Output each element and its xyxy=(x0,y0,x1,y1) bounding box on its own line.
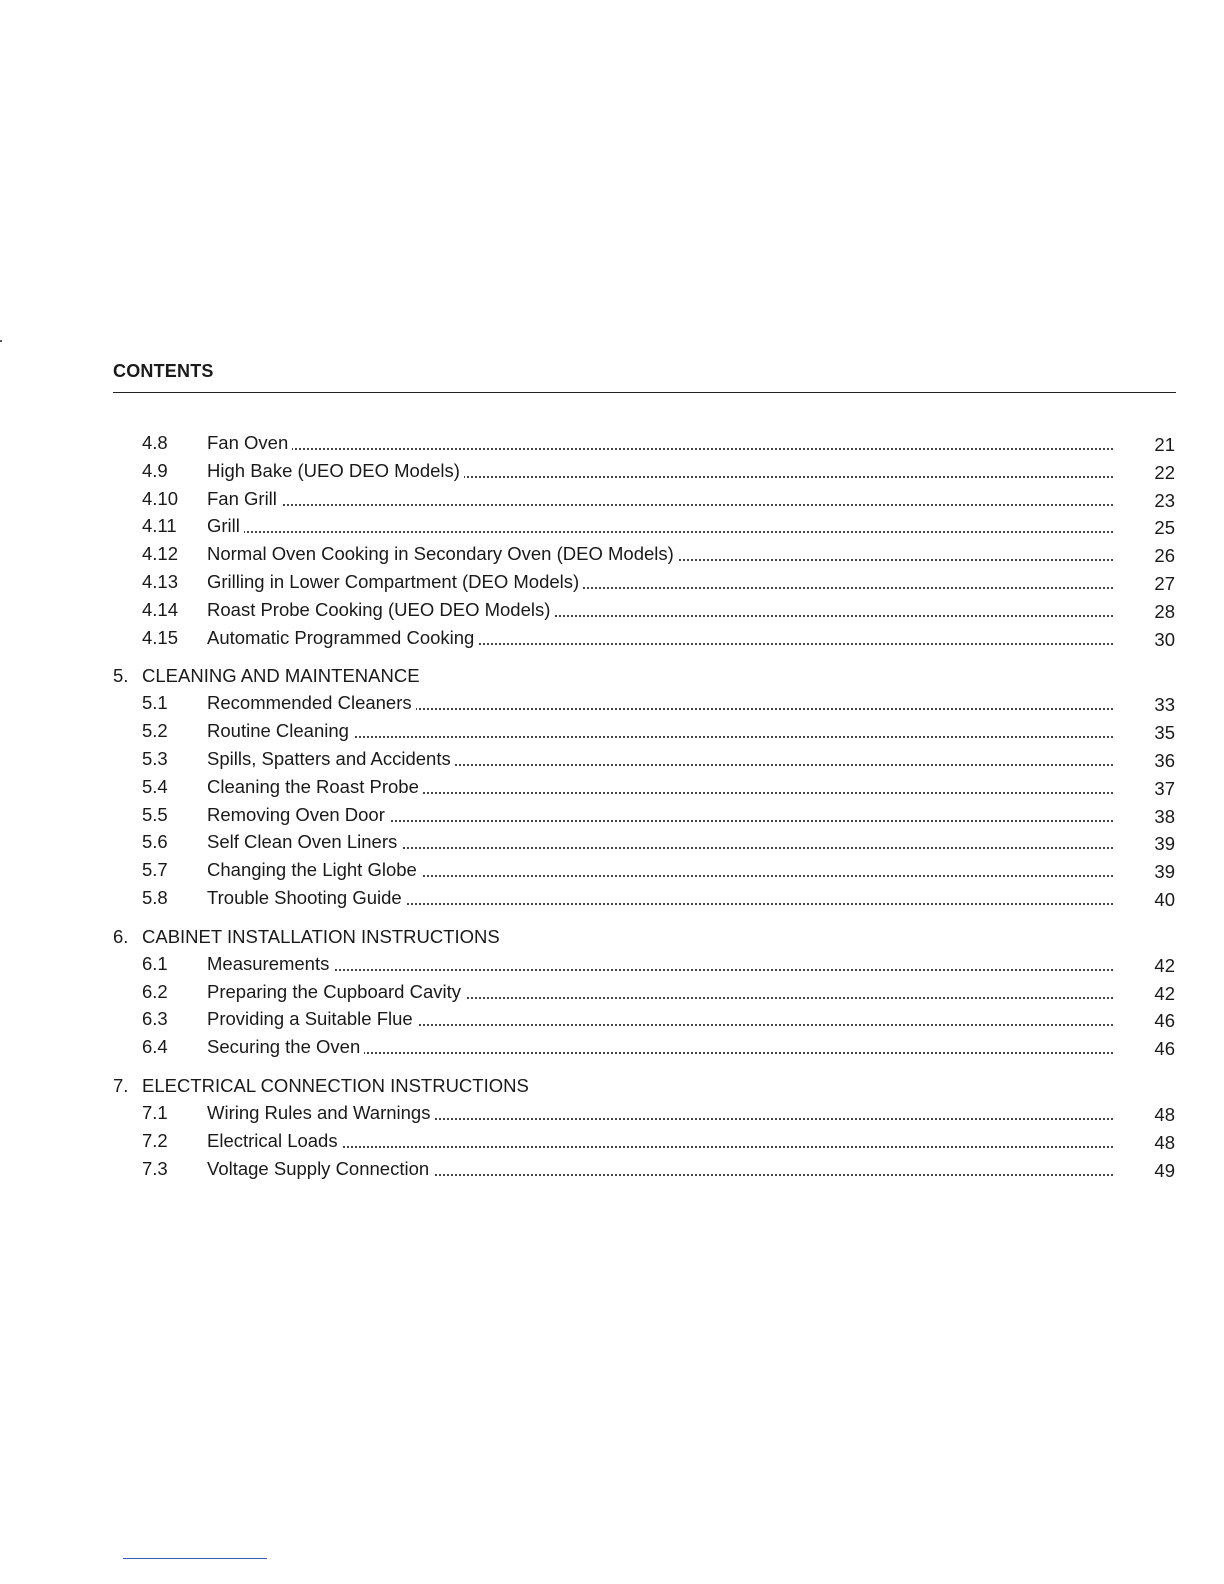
entry-page-number: 33 xyxy=(1154,694,1175,716)
entry-title: Automatic Programmed Cooking xyxy=(207,627,478,648)
entry-number: 4.14 xyxy=(142,598,179,620)
entry-title: Roast Probe Cooking (UEO DEO Models) xyxy=(207,599,554,620)
entry-leader xyxy=(207,485,1113,513)
entry-leader xyxy=(207,773,1113,801)
entry-page-number: 36 xyxy=(1154,749,1175,771)
toc-entry[interactable] xyxy=(0,1033,1224,1061)
entry-number: 5.8 xyxy=(142,886,168,908)
entry-page-number: 40 xyxy=(1154,888,1175,910)
toc-entry[interactable] xyxy=(0,596,1224,624)
entry-leader xyxy=(207,717,1113,745)
entry-title: Electrical Loads xyxy=(207,1130,342,1151)
toc-section-4 xyxy=(0,429,1224,651)
toc-entry[interactable] xyxy=(0,950,1224,978)
chapter-number: 6. xyxy=(113,925,129,947)
toc-entry[interactable] xyxy=(0,512,1224,540)
entry-title: Preparing the Cupboard Cavity xyxy=(207,981,465,1002)
toc-entry[interactable] xyxy=(0,1099,1224,1127)
toc-entry[interactable] xyxy=(0,745,1224,773)
entry-number: 4.10 xyxy=(142,487,179,509)
entry-leader xyxy=(207,884,1113,912)
toc-entry[interactable] xyxy=(0,1005,1224,1033)
entry-leader xyxy=(207,596,1113,624)
toc-section-5 xyxy=(0,663,1224,911)
chapter-title: CLEANING AND MAINTENANCE xyxy=(142,665,420,687)
toc-entry[interactable] xyxy=(0,1155,1224,1183)
entry-leader xyxy=(207,1099,1113,1127)
entry-page-number: 46 xyxy=(1154,1010,1175,1032)
entry-page-number: 39 xyxy=(1154,833,1175,855)
entry-number: 5.3 xyxy=(142,747,168,769)
entry-leader xyxy=(207,1005,1113,1033)
entry-page-number: 30 xyxy=(1154,628,1175,650)
entry-page-number: 23 xyxy=(1154,489,1175,511)
entry-number: 4.12 xyxy=(142,543,179,565)
entry-number: 7.2 xyxy=(142,1129,168,1151)
entry-leader xyxy=(207,457,1113,485)
toc-entry[interactable] xyxy=(0,884,1224,912)
footer-divider xyxy=(123,1558,267,1559)
entry-page-number: 38 xyxy=(1154,805,1175,827)
entry-page-number: 27 xyxy=(1154,572,1175,594)
title-divider xyxy=(113,392,1176,393)
chapter-title: CABINET INSTALLATION INSTRUCTIONS xyxy=(142,925,500,947)
entry-number: 5.7 xyxy=(142,859,168,881)
entry-number: 5.6 xyxy=(142,831,168,853)
toc-section-6 xyxy=(0,924,1224,1061)
entry-title: Routine Cleaning xyxy=(207,720,353,741)
entry-leader xyxy=(207,856,1113,884)
entry-number: 6.3 xyxy=(142,1008,168,1030)
toc-entry[interactable] xyxy=(0,1127,1224,1155)
entry-leader xyxy=(207,540,1113,568)
entry-number: 5.1 xyxy=(142,692,168,714)
entry-page-number: 49 xyxy=(1154,1159,1175,1181)
toc-entry[interactable] xyxy=(0,856,1224,884)
entry-leader xyxy=(207,801,1113,829)
entry-page-number: 46 xyxy=(1154,1038,1175,1060)
toc-entry[interactable] xyxy=(0,773,1224,801)
entry-page-number: 48 xyxy=(1154,1103,1175,1125)
entry-leader xyxy=(207,624,1113,652)
entry-leader xyxy=(207,1155,1113,1183)
entry-leader xyxy=(207,745,1113,773)
chapter-number: 5. xyxy=(113,665,129,687)
entry-number: 4.8 xyxy=(142,432,168,453)
entry-leader xyxy=(207,978,1113,1006)
entry-title: Recommended Cleaners xyxy=(207,692,416,713)
entry-number: 4.11 xyxy=(142,515,177,537)
entry-page-number: 28 xyxy=(1154,600,1175,622)
toc-entry[interactable] xyxy=(0,801,1224,829)
entry-page-number: 37 xyxy=(1154,777,1175,799)
entry-number: 6.2 xyxy=(142,980,168,1002)
entry-leader xyxy=(207,689,1113,717)
entry-number: 6.1 xyxy=(142,952,168,974)
toc-entry[interactable] xyxy=(0,624,1224,652)
entry-number: 5.2 xyxy=(142,720,168,742)
entry-leader xyxy=(207,950,1113,978)
chapter-title: ELECTRICAL CONNECTION INSTRUCTIONS xyxy=(142,1074,529,1096)
entry-title: Wiring Rules and Warnings xyxy=(207,1102,434,1123)
toc-entry[interactable] xyxy=(0,429,1224,457)
entry-title: Removing Oven Door xyxy=(207,804,389,825)
toc-entry[interactable] xyxy=(0,978,1224,1006)
entry-page-number: 22 xyxy=(1154,461,1175,483)
entry-number: 4.13 xyxy=(142,570,179,592)
entry-number: 4.9 xyxy=(142,459,168,481)
table-of-contents xyxy=(0,429,1224,1182)
entry-page-number: 26 xyxy=(1154,545,1175,567)
entry-title: Providing a Suitable Flue xyxy=(207,1008,417,1029)
entry-title: High Bake (UEO DEO Models) xyxy=(207,460,464,481)
toc-entry[interactable] xyxy=(0,485,1224,513)
entry-leader xyxy=(207,1033,1113,1061)
entry-title: Measurements xyxy=(207,953,333,974)
entry-page-number: 42 xyxy=(1154,982,1175,1004)
toc-section-7 xyxy=(0,1073,1224,1182)
toc-entry[interactable] xyxy=(0,568,1224,596)
chapter-heading[interactable] xyxy=(0,924,1224,950)
entry-number: 5.4 xyxy=(142,775,168,797)
entry-title: Grilling in Lower Compartment (DEO Models) xyxy=(207,571,583,592)
entry-title: Normal Oven Cooking in Secondary Oven (DEO Models) xyxy=(207,543,678,564)
toc-entry[interactable] xyxy=(0,689,1224,717)
entry-number: 6.4 xyxy=(142,1036,168,1058)
entry-page-number: 21 xyxy=(1154,434,1175,455)
entry-page-number: 48 xyxy=(1154,1131,1175,1153)
entry-number: 7.1 xyxy=(142,1101,168,1123)
entry-title: Spills, Spatters and Accidents xyxy=(207,748,455,769)
entry-title: Grill xyxy=(207,515,244,536)
entry-leader xyxy=(207,429,1113,457)
entry-title: Self Clean Oven Liners xyxy=(207,831,401,852)
entry-title: Changing the Light Globe xyxy=(207,859,421,880)
entry-page-number: 25 xyxy=(1154,517,1175,539)
chapter-number: 7. xyxy=(113,1074,129,1096)
entry-title: Fan Oven xyxy=(207,432,292,453)
entry-leader xyxy=(207,828,1113,856)
entry-number: 5.5 xyxy=(142,803,168,825)
entry-title: Securing the Oven xyxy=(207,1036,364,1057)
margin-mark xyxy=(0,340,2,342)
toc-entry[interactable] xyxy=(0,540,1224,568)
entry-leader xyxy=(207,512,1113,540)
entry-number: 7.3 xyxy=(142,1157,168,1179)
entry-page-number: 39 xyxy=(1154,861,1175,883)
entry-leader xyxy=(207,568,1113,596)
page-title: CONTENTS xyxy=(113,361,214,381)
chapter-heading[interactable] xyxy=(0,1073,1224,1099)
entry-leader xyxy=(207,1127,1113,1155)
entry-page-number: 42 xyxy=(1154,954,1175,976)
entry-page-number: 35 xyxy=(1154,722,1175,744)
entry-number: 4.15 xyxy=(142,626,179,648)
entry-title: Cleaning the Roast Probe xyxy=(207,776,423,797)
entry-title: Voltage Supply Connection xyxy=(207,1158,433,1179)
chapter-heading[interactable] xyxy=(0,663,1224,689)
toc-entry[interactable] xyxy=(0,717,1224,745)
toc-entry[interactable] xyxy=(0,457,1224,485)
entry-title: Fan Grill xyxy=(207,488,281,509)
toc-entry[interactable] xyxy=(0,828,1224,856)
entry-title: Trouble Shooting Guide xyxy=(207,887,406,908)
